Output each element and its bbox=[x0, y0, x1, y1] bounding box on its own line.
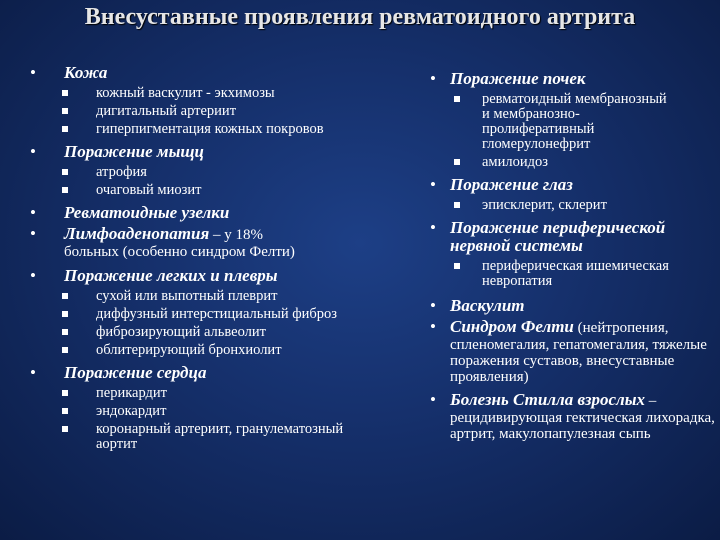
square-bullet-icon bbox=[62, 390, 68, 396]
sublist bbox=[30, 289, 375, 358]
bullet-icon: • bbox=[430, 69, 436, 88]
bullet-icon: • bbox=[430, 390, 436, 409]
list-item bbox=[430, 176, 718, 194]
sublist bbox=[30, 165, 375, 198]
item-heading: Синдром Фелти bbox=[450, 317, 574, 336]
bullet-icon: • bbox=[430, 175, 436, 194]
sublist-item: очаговый миозит bbox=[30, 183, 375, 198]
right-column bbox=[430, 70, 718, 445]
item-heading: Поражение мыщц bbox=[64, 142, 204, 161]
bullet-icon: • bbox=[30, 363, 36, 382]
sublist bbox=[30, 386, 375, 452]
square-bullet-icon bbox=[62, 408, 68, 414]
item-heading: Поражение периферической нервной системы bbox=[450, 218, 666, 255]
bullet-icon: • bbox=[30, 266, 36, 285]
item-heading: Ревматоидные узелки bbox=[64, 203, 230, 222]
sublist bbox=[430, 259, 718, 289]
square-bullet-icon bbox=[62, 311, 68, 317]
item-heading: Лимфоаденопатия bbox=[64, 224, 210, 243]
sublist-item: фиброзирующий альвеолит bbox=[30, 325, 375, 340]
sublist bbox=[430, 92, 718, 170]
sublist-item: перикардит bbox=[30, 386, 375, 401]
sublist-item: сухой или выпотный плеврит bbox=[30, 289, 375, 304]
list-item bbox=[30, 267, 375, 285]
square-bullet-icon bbox=[454, 263, 460, 269]
item-heading: Поражение глаз bbox=[450, 175, 573, 194]
list-item bbox=[30, 143, 375, 161]
square-bullet-icon bbox=[454, 202, 460, 208]
slide-title: Внесуставные проявления ревматоидного артрита bbox=[84, 4, 636, 30]
bullet-icon: • bbox=[430, 218, 436, 237]
list-item: • Лимфоаденопатия – у 18% больных (особенно синдром Фелти) bbox=[30, 224, 295, 260]
list-item bbox=[430, 219, 718, 255]
square-bullet-icon bbox=[454, 96, 460, 102]
square-bullet-icon bbox=[62, 426, 68, 432]
sublist-item: атрофия bbox=[30, 165, 375, 180]
item-heading: Поражение легких и плевры bbox=[64, 266, 278, 285]
square-bullet-icon bbox=[62, 126, 68, 132]
sublist-item: гиперпигментация кожных покровов bbox=[30, 122, 375, 137]
sublist-item: периферическая ишемическая невропатия bbox=[430, 259, 718, 289]
list-item bbox=[30, 204, 375, 222]
list-item bbox=[30, 64, 375, 82]
sublist-item: кожный васкулит - экхимозы bbox=[30, 86, 375, 101]
sublist-item: диффузный интерстициальный фиброз bbox=[30, 307, 375, 322]
sublist-item: коронарный артериит, гранулематозный аортит bbox=[30, 422, 375, 452]
sublist-item: ревматоидный мембранозный и мембранозно-пролиферативный гломерулонефрит bbox=[430, 92, 718, 152]
sublist-item: облитерирующий бронхиолит bbox=[30, 343, 375, 358]
square-bullet-icon bbox=[62, 108, 68, 114]
sublist bbox=[30, 86, 375, 137]
bullet-icon: • bbox=[30, 63, 36, 82]
square-bullet-icon bbox=[62, 347, 68, 353]
bullet-icon: • bbox=[430, 296, 436, 315]
bullet-icon: • bbox=[30, 203, 36, 222]
square-bullet-icon bbox=[62, 293, 68, 299]
square-bullet-icon bbox=[62, 329, 68, 335]
square-bullet-icon bbox=[62, 169, 68, 175]
item-heading: Васкулит bbox=[450, 296, 525, 315]
bullet-icon: • bbox=[30, 142, 36, 161]
square-bullet-icon bbox=[62, 187, 68, 193]
sublist bbox=[430, 198, 718, 213]
square-bullet-icon bbox=[454, 159, 460, 165]
sublist-item: амилоидоз bbox=[430, 155, 718, 170]
item-heading: Болезнь Стилла взрослых bbox=[450, 390, 646, 409]
list-item bbox=[430, 70, 718, 88]
list-item bbox=[430, 297, 718, 315]
sublist-item: эндокардит bbox=[30, 404, 375, 419]
item-heading: Поражение почек bbox=[450, 69, 586, 88]
sublist-item: эписклерит, склерит bbox=[430, 198, 718, 213]
list-item bbox=[30, 364, 375, 382]
item-heading: Кожа bbox=[64, 63, 108, 82]
square-bullet-icon bbox=[62, 90, 68, 96]
item-heading: Поражение сердца bbox=[64, 363, 207, 382]
list-item: • Болезнь Стилла взрослых – рецидивирующая гектическая лихорадка, артрит, макулопапулезная сыпь bbox=[430, 390, 715, 442]
sublist-item: дигитальный артериит bbox=[30, 104, 375, 119]
bullet-icon: • bbox=[30, 224, 36, 243]
list-item: • Синдром Фелти (нейтропения, спленомегалия, гепатомегалия, тяжелые поражения суставов, внесуставные проявления) bbox=[430, 317, 707, 385]
left-column bbox=[30, 64, 375, 458]
bullet-icon: • bbox=[430, 317, 436, 336]
